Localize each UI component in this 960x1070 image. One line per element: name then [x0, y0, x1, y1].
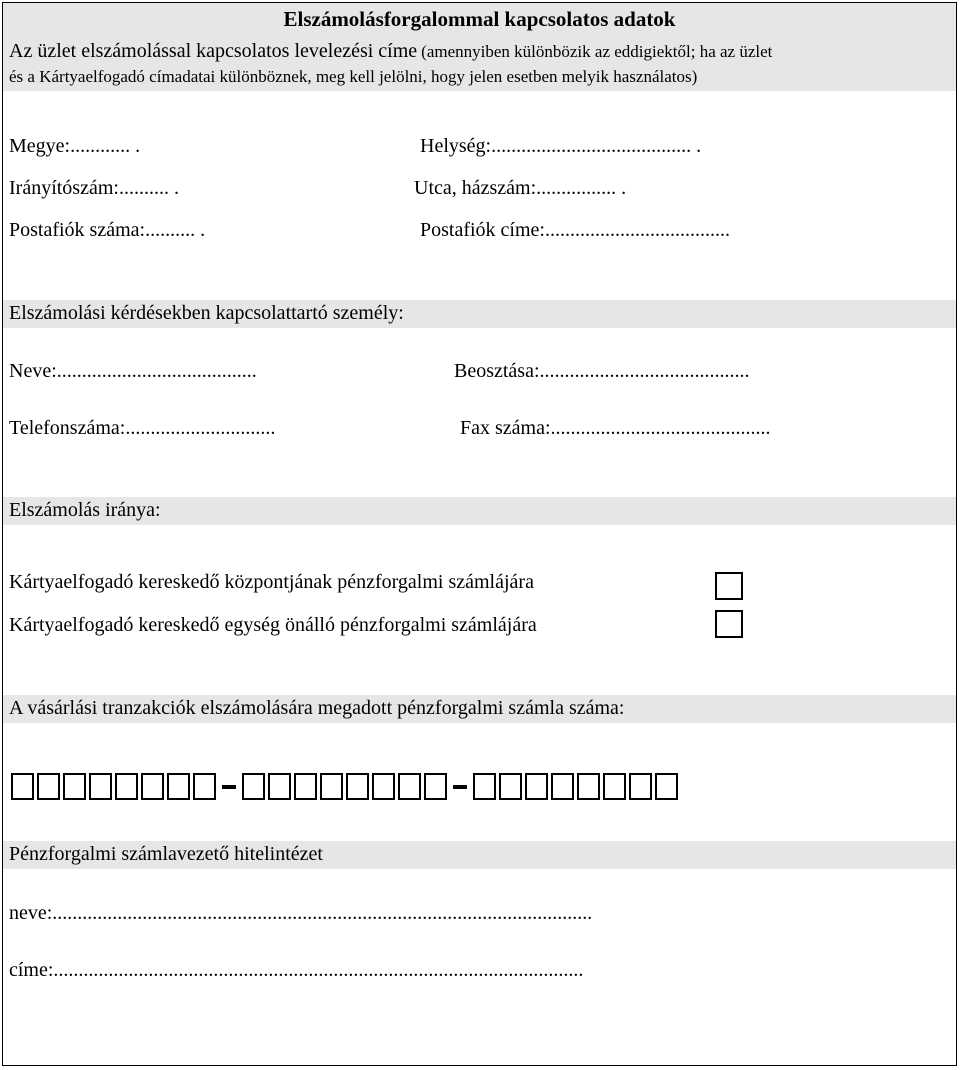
account-digit-box[interactable] — [63, 773, 86, 800]
city-field[interactable]: Helység:........................................ . — [420, 135, 702, 157]
account-digit-box[interactable] — [346, 773, 369, 800]
direction-option-headquarters-checkbox[interactable] — [715, 572, 743, 600]
po-box-number-field[interactable]: Postafiók száma:.......... . — [9, 219, 206, 241]
direction-option-unit-label: Kártyaelfogadó kereskedő egység önálló pénzforgalmi számlájára — [9, 614, 537, 636]
account-digit-box[interactable] — [294, 773, 317, 800]
account-digit-box[interactable] — [193, 773, 216, 800]
account-digit-box[interactable] — [473, 773, 496, 800]
bank-name-field[interactable]: neve:............................................................................................................ — [9, 902, 593, 924]
county-field[interactable]: Megye:............ . — [9, 135, 141, 157]
po-box-address-field[interactable]: Postafiók címe:..................................... — [420, 219, 730, 241]
account-digit-box[interactable] — [372, 773, 395, 800]
street-field[interactable]: Utca, házszám:................ . — [414, 177, 627, 199]
account-digit-box[interactable] — [268, 773, 291, 800]
settlement-form — [2, 2, 957, 1066]
account-digit-box[interactable] — [141, 773, 164, 800]
account-digit-box[interactable] — [398, 773, 421, 800]
account-digit-box[interactable] — [655, 773, 678, 800]
account-digit-box[interactable] — [525, 773, 548, 800]
account-number-boxes — [11, 773, 681, 800]
bank-heading: Pénzforgalmi számlavezető hitelintézet — [9, 843, 323, 865]
address-intro-line2: és a Kártyaelfogadó címadatai különböznek, meg kell jelölni, hogy jelen esetben melyik használatos) — [9, 67, 698, 86]
address-intro-main: Az üzlet elszámolással kapcsolatos levelezési címe — [9, 40, 418, 62]
account-digit-box[interactable] — [89, 773, 112, 800]
account-digit-box[interactable] — [242, 773, 265, 800]
account-group-separator — [453, 785, 467, 789]
account-digit-box[interactable] — [499, 773, 522, 800]
form-title: Elszámolásforgalommal kapcsolatos adatok — [283, 7, 676, 31]
contact-name-field[interactable]: Neve:........................................ — [9, 360, 257, 382]
contact-phone-field[interactable]: Telefonszáma:.............................. — [9, 417, 276, 439]
account-digit-box[interactable] — [167, 773, 190, 800]
contact-position-field[interactable]: Beosztása:.......................................... — [454, 360, 750, 382]
address-intro-note: (amennyiben különbözik az eddigiektől; ha az üzlet — [421, 42, 773, 61]
direction-option-headquarters-label: Kártyaelfogadó kereskedő központjának pénzforgalmi számlájára — [9, 571, 534, 593]
account-digit-box[interactable] — [11, 773, 34, 800]
account-digit-box[interactable] — [424, 773, 447, 800]
account-digit-box[interactable] — [603, 773, 626, 800]
account-group-separator — [222, 785, 236, 789]
direction-option-unit-checkbox[interactable] — [715, 610, 743, 638]
account-heading: A vásárlási tranzakciók elszámolására megadott pénzforgalmi számla száma: — [9, 697, 625, 719]
account-digit-box[interactable] — [37, 773, 60, 800]
address-intro — [9, 40, 772, 63]
direction-heading: Elszámolás iránya: — [9, 499, 161, 521]
account-digit-box[interactable] — [577, 773, 600, 800]
account-digit-box[interactable] — [115, 773, 138, 800]
contact-fax-field[interactable]: Fax száma:............................................ — [460, 417, 771, 439]
bank-address-field[interactable]: címe:.......................................................................................................... — [9, 959, 584, 981]
contact-heading: Elszámolási kérdésekben kapcsolattartó személy: — [9, 302, 404, 324]
account-digit-box[interactable] — [320, 773, 343, 800]
account-digit-box[interactable] — [551, 773, 574, 800]
postal-code-field[interactable]: Irányítószám:.......... . — [9, 177, 179, 199]
account-digit-box[interactable] — [629, 773, 652, 800]
